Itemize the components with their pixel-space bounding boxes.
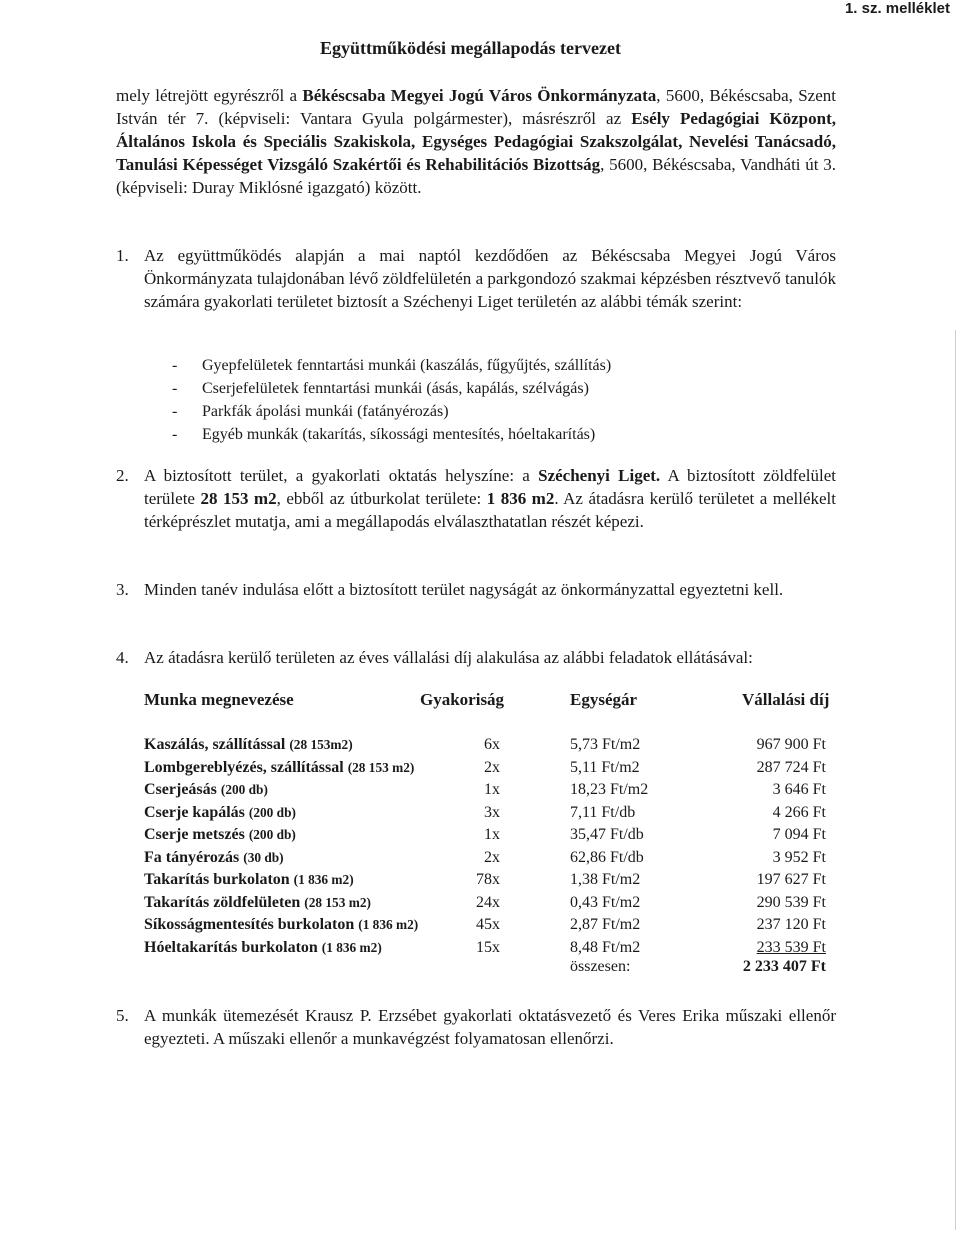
table-row-name [144,759,474,777]
section-2-text-1: A biztosított terület, a gyakorlati oktatás helyszíne: a [144,466,539,485]
total-value: 2 233 407 Ft [742,958,826,975]
fee-cell: 233 539 Ft [756,938,826,956]
fee-cell: 3 952 Ft [772,848,826,866]
fee-cell: 3 646 Ft [772,781,826,798]
frequency-cell: 45x [476,916,500,933]
section-1-text: Az együttműködés alapján a mai naptól kezdődően az Békéscsaba Megyei Jogú Város Önkormányzata tulajdonában lévő zöldfelületén a parkgondozó szakmai képzésben résztvevő tanulók számára gyakorlati területet biztosít a Széchenyi Liget területén az alábbi témák szerint: [144,246,836,311]
table-row-name [144,939,474,957]
work-quantity-note: (200 db) [248,804,296,820]
work-quantity-note: (28 153 m2) [347,759,415,775]
frequency-cell: 2x [484,758,500,776]
unit-price-cell: 62,86 Ft/db [570,848,644,866]
section-2-place: Széchenyi Liget. [538,466,661,485]
work-name: Cserjeásás [144,781,217,798]
task-item-text: Egyéb munkák (takarítás, síkossági mentesítés, hóeltakarítás) [202,426,596,443]
section-4-number: 4. [116,648,129,667]
section-2-text-4: . Az átadásra kerülő területet a mellékelt térképrészlet mutatja, ami a megállapodás elválaszthatatlan részét képezi. [144,489,836,531]
unit-price-cell: 8,48 Ft/m2 [570,938,641,956]
section-2-area: 28 153 m2 [200,489,277,508]
intro-paragraph [116,84,836,199]
task-item-text: Parkfák ápolási munkái (fatányérozás) [202,403,449,420]
section-3 [116,578,836,601]
intro-text-3: , 5600, Békéscsaba, Vandháti út 3. (képviseli: Duray Miklósné igazgató) között. [116,155,836,197]
work-name: Fa tányérozás [144,848,240,866]
column-header-frequency: Gyakoriság [420,690,505,709]
fee-cell: 4 266 Ft [772,803,826,821]
section-5-number: 5. [116,1006,129,1025]
fee-cell: 290 539 Ft [756,893,826,911]
section-3-number: 3. [116,580,129,599]
section-5 [116,1004,836,1050]
section-4 [116,646,836,669]
annex-label: 1. sz. melléklet [844,0,950,17]
frequency-cell: 1x [484,826,500,843]
work-quantity-note: (200 db) [248,827,296,842]
scan-edge-line [955,330,956,1230]
document-title: Együttműködési megállapodás tervezet [320,38,621,58]
section-1-number: 1. [116,246,129,265]
section-3-text: Minden tanév indulása előtt a biztosított terület nagyságát az önkormányzattal egyeztetni kell. [144,580,784,599]
work-name: Takarítás zöldfelületen [144,893,301,911]
work-name: Cserje kapálás [144,803,245,821]
work-name: Lombgereblyézés, szállítással [144,758,344,776]
work-quantity-note: (1 836 m2) [321,939,382,955]
task-list [172,354,611,446]
unit-price-cell: 0,43 Ft/m2 [570,893,641,911]
list-item: - Egyéb munkák (takarítás, síkossági mentesítés, hóeltakarítás) [172,426,596,443]
section-1 [116,244,836,313]
work-name: Kaszálás, szállítással [144,736,286,753]
intro-party-1: Békéscsaba Megyei Jogú Város Önkormányzata [302,86,657,105]
fee-cell: 287 724 Ft [756,758,826,776]
unit-price-cell: 2,87 Ft/m2 [570,916,641,933]
table-row-name [144,894,474,912]
task-item-text: Gyepfelületek fenntartási munkái (kaszálás, fűgyűjtés, szállítás) [202,357,612,374]
list-item: - Parkfák ápolási munkái (fatányérozás) [172,403,449,420]
column-header-work: Munka megnevezése [144,690,294,709]
column-header-unit-price: Egységár [570,690,638,709]
frequency-cell: 1x [484,781,500,798]
unit-price-cell: 1,38 Ft/m2 [570,871,641,888]
work-quantity-note: (1 836 m2) [293,872,354,887]
unit-price-cell: 5,11 Ft/m2 [570,758,640,776]
list-item: - Cserjefelületek fenntartási munkái (ásás, kapálás, szélvágás) [172,380,589,397]
intro-text-1: mely létrejött egyrészről a [116,86,303,105]
work-quantity-note: (28 153m2) [289,737,353,752]
work-name: Cserje metszés [144,826,245,843]
table-row-name [144,826,474,844]
section-2-text-3: , ebből az útburkolat területe: [276,489,487,508]
work-quantity-note: (28 153 m2) [304,894,371,910]
table-row-name [144,804,474,822]
section-2-text-2: A biztosított zöldfelület területe [144,466,836,508]
task-item-text: Cserjefelületek fenntartási munkái (ásás, kapálás, szélvágás) [202,380,589,397]
list-item: - Gyepfelületek fenntartási munkái (kaszálás, fűgyűjtés, szállítás) [172,357,612,374]
frequency-cell: 78x [476,871,500,888]
work-name: Takarítás burkolaton [144,871,290,888]
fee-cell: 237 120 Ft [756,916,826,933]
work-name: Hóeltakarítás burkolaton [144,938,318,956]
fee-cell: 7 094 Ft [772,826,826,843]
work-quantity-note: (200 db) [220,782,268,797]
intro-text-2: , 5600, Békéscsaba, Szent István tér 7. (képviseli: Vantara Gyula polgármester), másrészről az [116,86,836,128]
frequency-cell: 24x [476,893,500,911]
section-2-road-area: 1 836 m2 [486,489,555,508]
fee-cell: 197 627 Ft [756,871,826,888]
unit-price-cell: 18,23 Ft/m2 [570,781,649,798]
frequency-cell: 2x [484,848,500,866]
table-row-name [144,849,474,867]
section-5-text: A munkák ütemezését Krausz P. Erzsébet gyakorlati oktatásvezető és Veres Erika műszaki ellenőr egyezteti. A műszaki ellenőr a munkavégzést folyamatosan ellenőrzi. [144,1006,836,1048]
work-quantity-note: (1 836 m2) [358,917,419,932]
unit-price-cell: 35,47 Ft/db [570,826,644,843]
table-row-name [144,781,474,799]
intro-party-2: Esély Pedagógiai Központ, Általános Iskola és Speciális Szakiskola, Egységes Pedagógiai Szakszolgálat, Nevelési Tanácsadó, Tanulási Képességet Vizsgáló Szakértői és Rehabilitációs Bizottság [116,109,836,174]
frequency-cell: 6x [484,736,500,753]
section-2-number: 2. [116,466,129,485]
work-name: Síkosságmentesítés burkolaton [144,916,355,933]
total-label: összesen: [570,958,631,975]
column-header-fee: Vállalási díj [742,690,830,709]
frequency-cell: 3x [484,803,500,821]
section-2 [116,464,836,533]
table-row-name [144,871,474,889]
table-row-name [144,916,474,934]
work-quantity-note: (30 db) [243,849,284,865]
section-4-text: Az átadásra kerülő területen az éves vállalási díj alakulása az alábbi feladatok ellátásával: [144,648,753,667]
unit-price-cell: 5,73 Ft/m2 [570,736,641,753]
unit-price-cell: 7,11 Ft/db [570,803,636,821]
frequency-cell: 15x [476,938,500,956]
table-row-name [144,736,474,754]
fee-cell: 967 900 Ft [756,736,826,753]
